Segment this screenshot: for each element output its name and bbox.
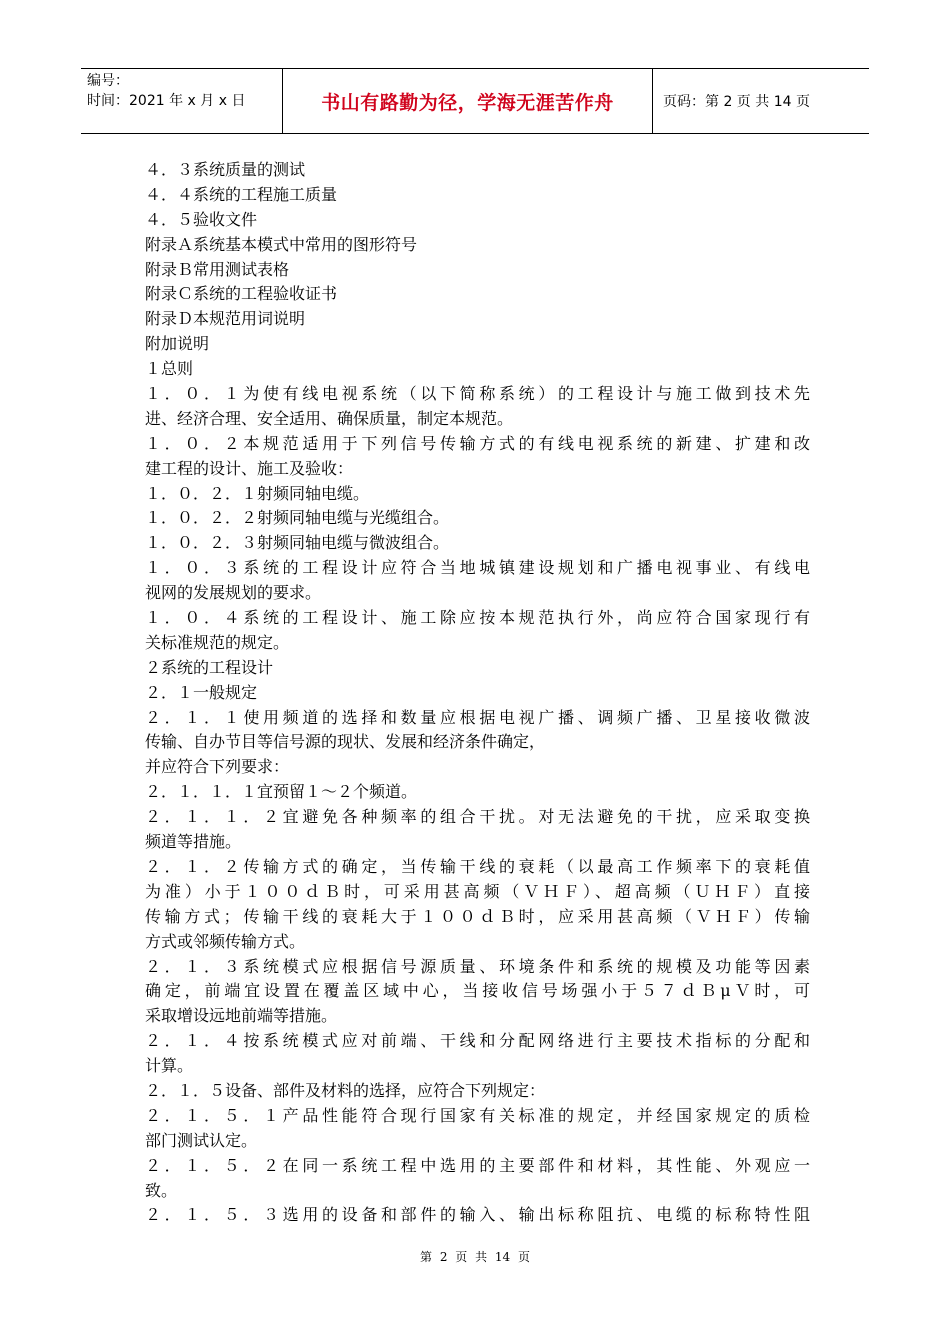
document-body: [145, 158, 810, 1228]
body-text-line: ２．１．２传输方式的确定，当传输干线的衰耗（以最高工作频率下的衰耗值: [145, 856, 810, 876]
page-footer: [0, 1248, 950, 1265]
body-text-line: 附录Ｄ本规范用词说明: [145, 309, 306, 329]
header-page-info: 页码：第 2 页 共 14 页: [663, 94, 810, 110]
body-text-line: １．０．３系统的工程设计应符合当地城镇建设规划和广播电视事业、有线电: [145, 558, 810, 578]
body-text-line: 视网的发展规划的要求。: [145, 583, 322, 603]
body-text-line: 并应符合下列要求：: [145, 757, 290, 777]
body-text-line: 计算。: [145, 1056, 194, 1076]
body-text-line: １．０．２．３射频同轴电缆与微波组合。: [145, 533, 450, 553]
body-text-line: ２．１．４按系统模式应对前端、干线和分配网络进行主要技术指标的分配和: [145, 1031, 810, 1051]
body-text-line: １．０．２．１射频同轴电缆。: [145, 483, 370, 503]
body-text-line: 采取增设远地前端等措施。: [145, 1006, 338, 1026]
document-date: 时间：2021 年 x 月 x 日: [87, 93, 246, 109]
body-text-line: ４．５验收文件: [145, 209, 258, 229]
header-motto-cell: [283, 69, 653, 133]
body-text-line: １．０．１为使有线电视系统（以下简称系统）的工程设计与施工做到技术先: [145, 384, 810, 404]
body-text-line: １．０．２．２射频同轴电缆与光缆组合。: [145, 508, 450, 528]
body-text-line: ２．１．５．３选用的设备和部件的输入、输出标称阻抗、电缆的标称特性阻: [145, 1205, 810, 1225]
body-text-line: 附录Ｂ常用测试表格: [145, 259, 290, 279]
body-text-line: 为准）小于１００ｄＢ时，可采用甚高频（ＶＨＦ）、超高频（ＵＨＦ）直接: [145, 881, 810, 901]
body-text-line: 进、经济合理、安全适用、确保质量，制定本规范。: [145, 408, 514, 428]
page-header: [81, 68, 869, 134]
body-text-line: ２．１．５．１产品性能符合现行国家有关标准的规定，并经国家规定的质检: [145, 1105, 810, 1125]
body-text-line: １．０．２本规范适用于下列信号传输方式的有线电视系统的新建、扩建和改: [145, 433, 810, 453]
footer-page-number: 第 2 页 共 14 页: [420, 1250, 530, 1264]
body-text-line: ２．１．５设备、部件及材料的选择，应符合下列规定：: [145, 1080, 546, 1100]
body-text-line: 方式或邻频传输方式。: [145, 931, 306, 951]
body-text-line: 建工程的设计、施工及验收：: [145, 458, 354, 478]
body-text-line: ２．１．１．１宜预留１～２个频道。: [145, 782, 418, 802]
body-text-line: ２．１．１．２宜避免各种频率的组合干扰。对无法避免的干扰，应采取变换: [145, 807, 810, 827]
body-text-line: ２．１．３系统模式应根据信号源质量、环境条件和系统的规模及功能等因素: [145, 956, 810, 976]
body-text-line: 传输、自办节目等信号源的现状、发展和经济条件确定，: [145, 732, 546, 752]
body-text-line: ２．１一般规定: [145, 682, 258, 702]
header-page-cell: [653, 69, 869, 133]
body-text-line: 致。: [145, 1180, 178, 1200]
header-motto: 书山有路勤为径，学海无涯苦作舟: [321, 91, 614, 114]
body-text-line: ２．１．５．２在同一系统工程中选用的主要部件和材料，其性能、外观应一: [145, 1155, 810, 1175]
body-text-line: 确定，前端宜设置在覆盖区域中心，当接收信号场强小于５７ｄＢμＶ时，可: [145, 981, 810, 1001]
body-text-line: 附录Ｃ系统的工程验收证书: [145, 284, 338, 304]
body-text-line: ２系统的工程设计: [145, 657, 274, 677]
body-text-line: 关标准规范的规定。: [145, 632, 290, 652]
body-text-line: ２．１．１使用频道的选择和数量应根据电视广播、调频广播、卫星接收微波: [145, 707, 810, 727]
body-text-line: 附录Ａ系统基本模式中常用的图形符号: [145, 234, 418, 254]
body-text-line: 部门测试认定。: [145, 1130, 258, 1150]
body-text-line: ４．３系统质量的测试: [145, 160, 306, 179]
body-text-line: 传输方式；传输干线的衰耗大于１００ｄＢ时，应采用甚高频（ＶＨＦ）传输: [145, 906, 810, 926]
body-text-line: ４．４系统的工程施工质量: [145, 184, 338, 204]
body-text-line: １总则: [145, 359, 194, 379]
document-number-label: 编号：: [87, 73, 129, 89]
body-text-line: 频道等措施。: [145, 832, 242, 852]
body-text-line: 附加说明: [145, 334, 210, 354]
body-text-line: １．０．４系统的工程设计、施工除应按本规范执行外，尚应符合国家现行有: [145, 608, 810, 628]
header-meta-cell: [81, 69, 283, 133]
